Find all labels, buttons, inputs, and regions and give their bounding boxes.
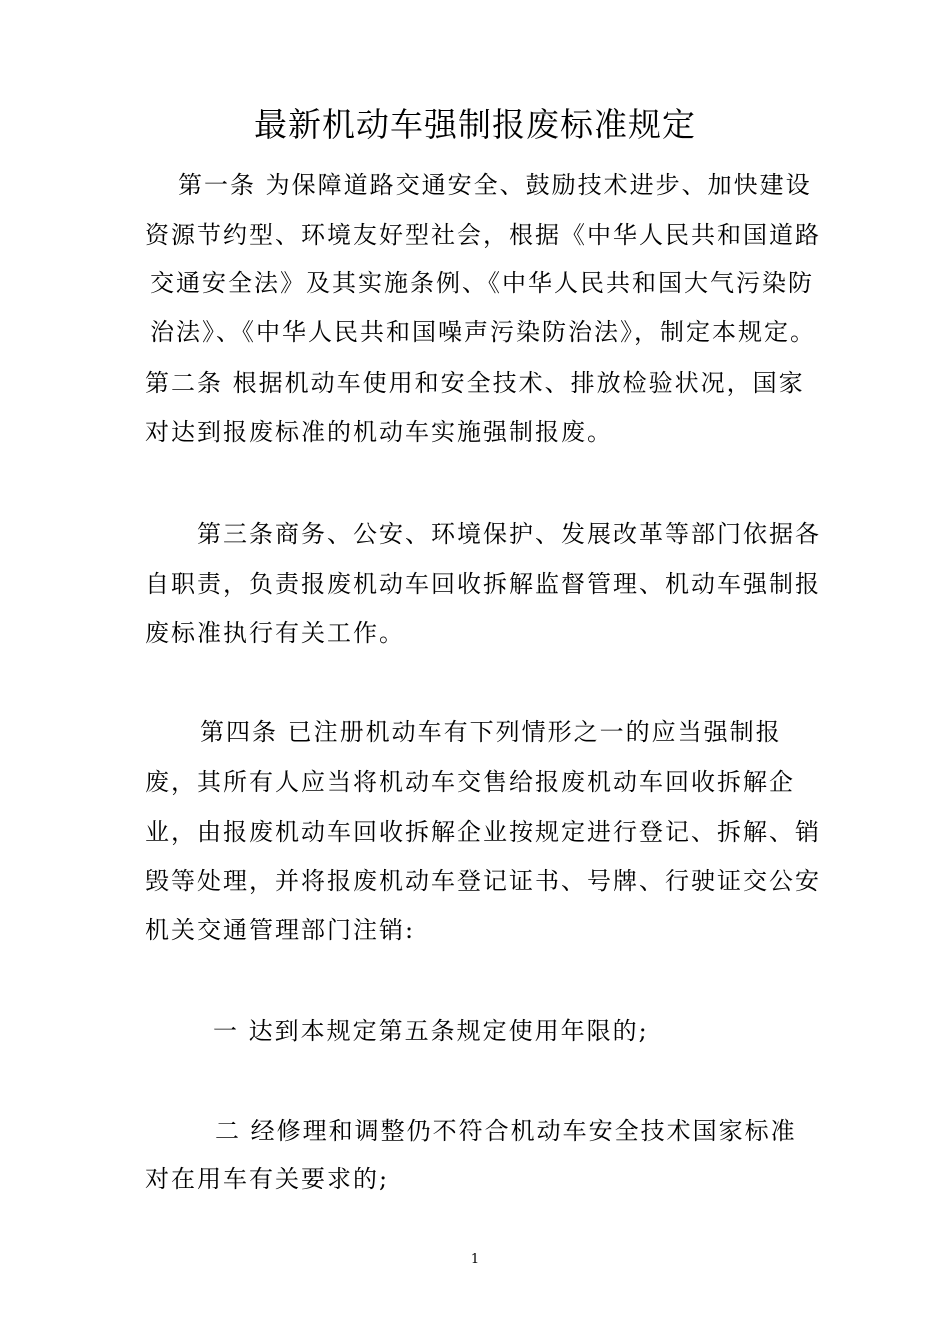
paragraph-line: 第四条 已注册机动车有下列情形之一的应当强制报 bbox=[200, 718, 782, 746]
paragraph-line: 第二条 根据机动车使用和安全技术、排放检验状况，国家 bbox=[145, 369, 805, 397]
paragraph-line: 毁等处理，并将报废机动车登记证书、号牌、行驶证交公安 bbox=[145, 867, 821, 895]
paragraph-line: 交通安全法》及其实施条例、《中华人民共和国大气污染防 bbox=[150, 269, 814, 297]
paragraph-line: 第三条商务、公安、环境保护、发展改革等部门依据各 bbox=[197, 520, 821, 548]
list-item-line: 二 经修理和调整仍不符合机动车安全技术国家标准 bbox=[215, 1117, 797, 1145]
paragraph-line: 自职责，负责报废机动车回收拆解监督管理、机动车强制报 bbox=[145, 570, 821, 598]
paragraph-line: 治法》、《中华人民共和国噪声污染防治法》，制定本规定。 bbox=[150, 318, 816, 346]
page-number: 1 bbox=[470, 1252, 480, 1267]
paragraph-line: 第一条 为保障道路交通安全、鼓励技术进步、加快建设 bbox=[178, 171, 812, 199]
document-title: 最新机动车强制报废标准规定 bbox=[254, 105, 696, 144]
paragraph-line: 资源节约型、环境友好型社会，根据《中华人民共和国道路 bbox=[145, 221, 821, 249]
paragraph-line: 机关交通管理部门注销: bbox=[145, 916, 416, 944]
paragraph-line: 废标准执行有关工作。 bbox=[145, 619, 405, 647]
list-item-line: 一 达到本规定第五条规定使用年限的; bbox=[213, 1017, 649, 1045]
paragraph-line: 废，其所有人应当将机动车交售给报废机动车回收拆解企 bbox=[145, 768, 795, 796]
paragraph-line: 业，由报废机动车回收拆解企业按规定进行登记、拆解、销 bbox=[145, 818, 821, 846]
list-item-line: 对在用车有关要求的; bbox=[145, 1165, 390, 1193]
paragraph-line: 对达到报废标准的机动车实施强制报废。 bbox=[145, 418, 613, 446]
